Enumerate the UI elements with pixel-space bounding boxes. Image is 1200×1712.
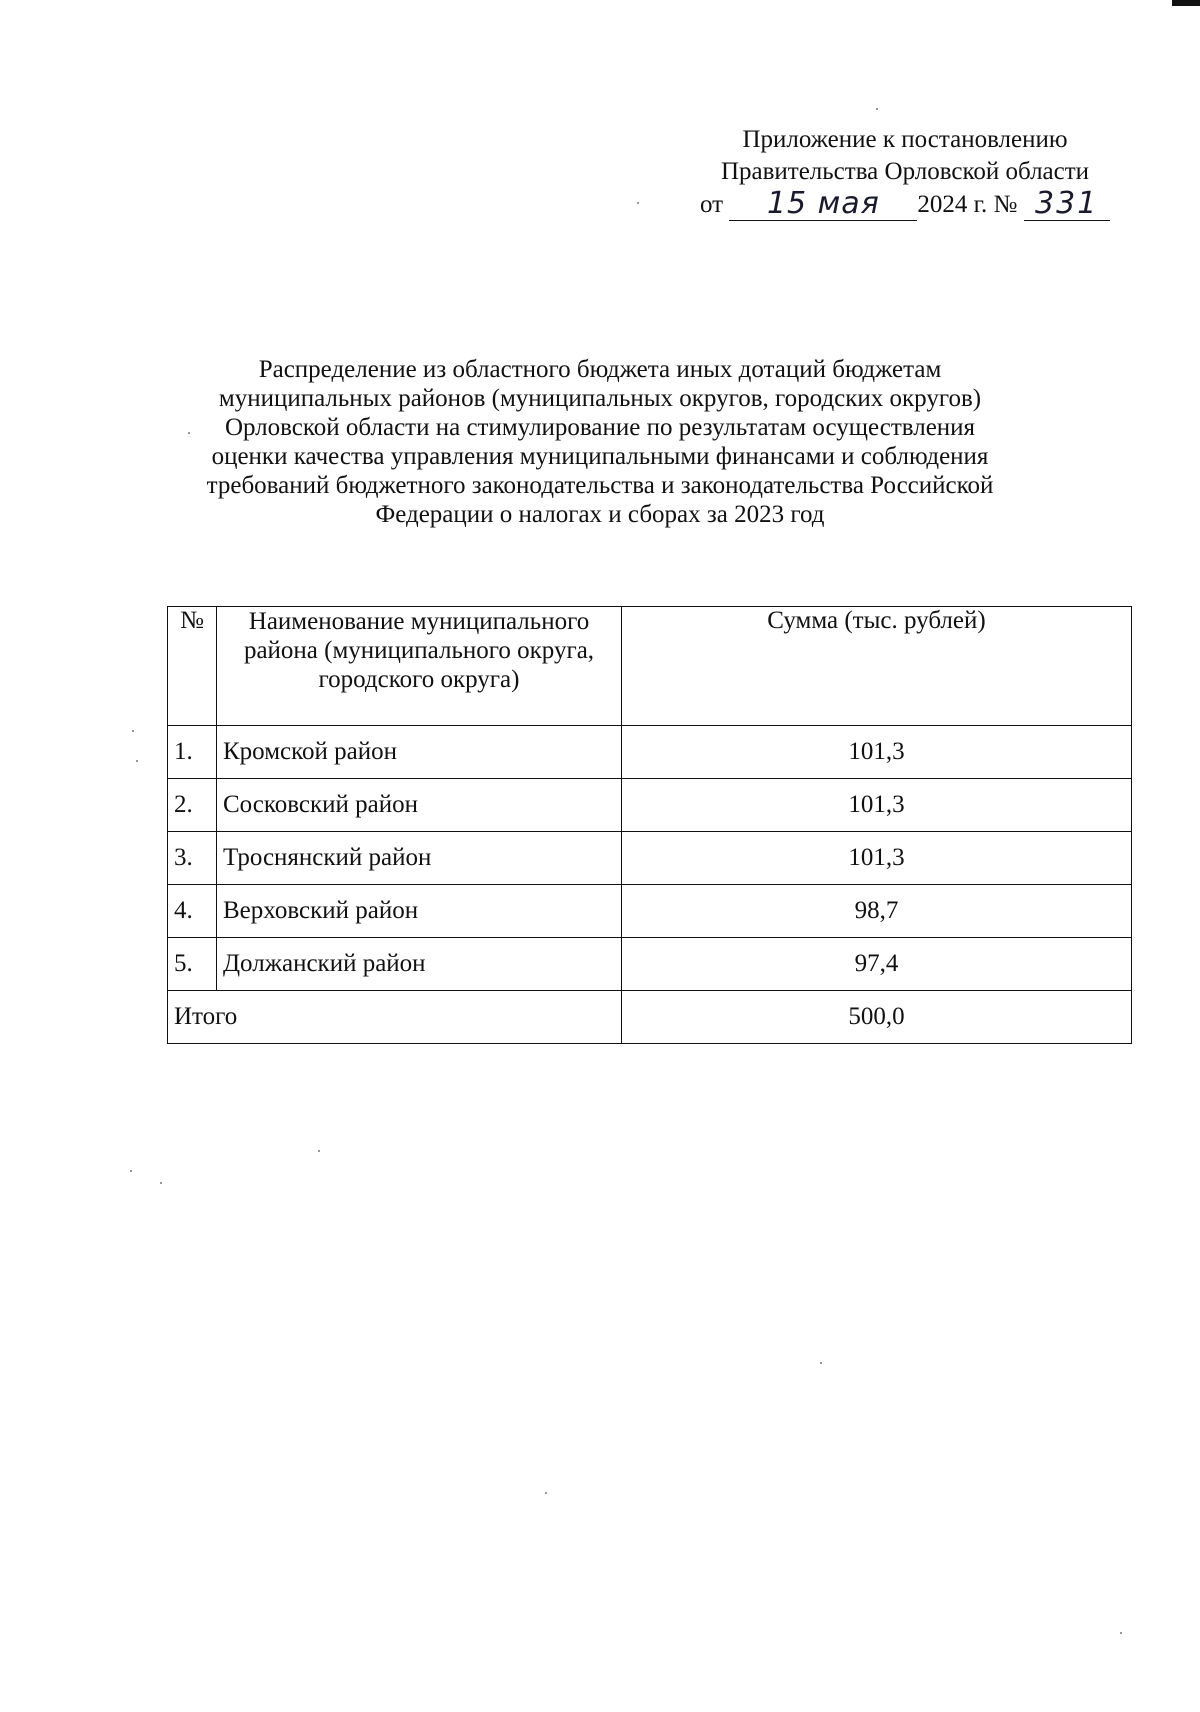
table-total-row <box>168 991 1132 1044</box>
appendix-line-1: Приложение к постановлению <box>742 126 1068 153</box>
appendix-header <box>690 124 1120 221</box>
table-header-row <box>168 607 1132 726</box>
scan-speck <box>132 730 134 732</box>
scan-speck <box>820 1362 822 1364</box>
scan-speck <box>876 108 878 110</box>
row-num: 1. <box>168 726 217 779</box>
row-sum: 101,3 <box>622 726 1132 779</box>
title-line-3: Орловской области на стимулирование по результатам осуществления <box>224 414 976 441</box>
handwritten-number: 331 <box>1024 188 1110 221</box>
distribution-table <box>167 606 1132 1044</box>
title-line-2: муниципальных районов (муниципальных округов, городских округов) <box>218 385 982 412</box>
row-sum: 97,4 <box>622 938 1132 991</box>
title-line-4: оценки качества управления муниципальными финансами и соблюдения <box>211 443 989 470</box>
row-sum: 101,3 <box>622 832 1132 885</box>
scan-speck <box>136 760 138 762</box>
scan-speck <box>545 1492 547 1494</box>
scan-speck <box>637 202 639 204</box>
row-num: 5. <box>168 938 217 991</box>
scan-speck <box>130 1170 132 1172</box>
total-label: Итого <box>168 991 622 1044</box>
appendix-line-2: Правительства Орловской области <box>720 158 1090 185</box>
scan-speck <box>318 1150 320 1152</box>
appendix-from-label: от <box>700 191 724 218</box>
title-line-1: Распределение из областного бюджета иных дотаций бюджетам <box>258 356 942 383</box>
row-name: Должанский район <box>217 938 622 991</box>
scan-corner-mark <box>1172 0 1200 6</box>
header-num: № <box>168 607 217 726</box>
scan-speck <box>1120 1632 1122 1634</box>
scan-speck <box>188 432 190 434</box>
row-name: Троснянский район <box>217 832 622 885</box>
total-sum: 500,0 <box>622 991 1132 1044</box>
appendix-year-label: 2024 г. № <box>917 191 1018 218</box>
header-sum: Сумма (тыс. рублей) <box>622 607 1132 726</box>
row-name: Сосковский район <box>217 779 622 832</box>
title-line-5: требований бюджетного законодательства и законодательства Российской <box>206 472 994 499</box>
title-line-6: Федерации о налогах и сборах за 2023 год <box>375 501 825 528</box>
handwritten-date: 15 мая <box>729 188 917 221</box>
row-sum: 98,7 <box>622 885 1132 938</box>
row-num: 4. <box>168 885 217 938</box>
table-row <box>168 726 1132 779</box>
appendix-date-line <box>690 188 1120 221</box>
row-num: 3. <box>168 832 217 885</box>
header-name: Наименование муниципального района (муниципального округа, городского округа) <box>217 607 622 726</box>
row-name: Кромской район <box>217 726 622 779</box>
table-row <box>168 779 1132 832</box>
table-row <box>168 832 1132 885</box>
scan-speck <box>160 1182 162 1184</box>
row-name: Верховский район <box>217 885 622 938</box>
document-title <box>150 355 1050 529</box>
table-row <box>168 885 1132 938</box>
row-sum: 101,3 <box>622 779 1132 832</box>
table-row <box>168 938 1132 991</box>
row-num: 2. <box>168 779 217 832</box>
